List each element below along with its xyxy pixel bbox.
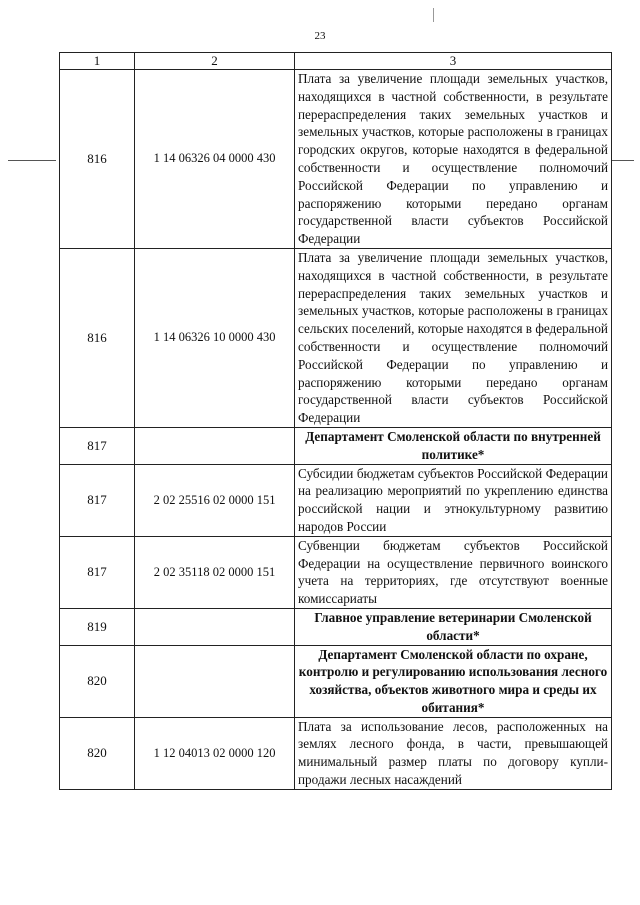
admin-code-cell: 817 — [60, 464, 135, 536]
budget-classification-code-cell: 2 02 35118 02 0000 151 — [135, 536, 295, 608]
budget-classification-code-cell — [135, 608, 295, 645]
table-row-section-heading — [60, 608, 612, 645]
budget-classification-code-cell: 2 02 25516 02 0000 151 — [135, 464, 295, 536]
table-row — [60, 717, 612, 789]
admin-code-cell: 817 — [60, 536, 135, 608]
administrator-name-cell: Департамент Смоленской области по внутренней политике* — [295, 427, 612, 464]
revenue-description-cell: Плата за увеличение площади земельных участков, находящихся в частной собственности, в результате перераспределения таких земельных участков и земельных участков, которые расположены в границах городских округов, которые находятся в федеральной собственности и осуществление полномочий Российской Федерации по управлению и распоряжению которыми передано органам государственной власти субъектов Российской Федерации — [295, 70, 612, 249]
column-header-3: 3 — [295, 53, 612, 70]
table-row — [60, 536, 612, 608]
administrator-name-cell: Главное управление ветеринарии Смоленской области* — [295, 608, 612, 645]
revenue-description-cell: Субсидии бюджетам субъектов Российской Федерации на реализацию мероприятий по укреплению единства российской нации и этнокультурному развитию народов России — [295, 464, 612, 536]
budget-classification-code-cell — [135, 645, 295, 717]
table-body — [60, 70, 612, 790]
budget-classification-code-cell: 1 12 04013 02 0000 120 — [135, 717, 295, 789]
revenue-description-cell: Субвенции бюджетам субъектов Российской Федерации на осуществление первичного воинского учета на территориях, где отсутствуют военные комиссариаты — [295, 536, 612, 608]
table-row — [60, 70, 612, 249]
table-row — [60, 248, 612, 427]
revenue-description-cell: Плата за увеличение площади земельных участков, находящихся в частной собственности, в результате перераспределения таких земельных участков и земельных участков, которые расположены в границах сельских поселений, которые находятся в федеральной собственности и осуществление полномочий Российской Федерации по управлению и распоряжению которыми передано органам государственной власти субъектов Российской Федерации — [295, 248, 612, 427]
budget-classification-code-cell: 1 14 06326 10 0000 430 — [135, 248, 295, 427]
table-row — [60, 464, 612, 536]
document-table — [59, 52, 612, 790]
revenue-description-cell: Плата за использование лесов, расположенных на землях лесного фонда, в части, превышающей минимальный размер платы по договору купли-продажи лесных насаждений — [295, 717, 612, 789]
table-row-section-heading — [60, 427, 612, 464]
table-row-section-heading — [60, 645, 612, 717]
budget-classification-code-cell — [135, 427, 295, 464]
budget-classification-code-cell: 1 14 06326 04 0000 430 — [135, 70, 295, 249]
administrator-name-cell: Департамент Смоленской области по охране, контролю и регулированию использования лесного хозяйства, объектов животного мира и среды их обитания* — [295, 645, 612, 717]
column-header-1: 1 — [60, 53, 135, 70]
scan-artifact-right-line — [612, 160, 634, 161]
table-header-row — [60, 53, 612, 70]
column-header-2: 2 — [135, 53, 295, 70]
admin-code-cell: 820 — [60, 717, 135, 789]
scan-artifact-left-line — [8, 160, 56, 161]
admin-code-cell: 819 — [60, 608, 135, 645]
scan-artifact-top-dots — [433, 8, 434, 22]
admin-code-cell: 820 — [60, 645, 135, 717]
admin-code-cell: 816 — [60, 248, 135, 427]
admin-code-cell: 817 — [60, 427, 135, 464]
admin-code-cell: 816 — [60, 70, 135, 249]
page-number: 23 — [314, 30, 326, 42]
